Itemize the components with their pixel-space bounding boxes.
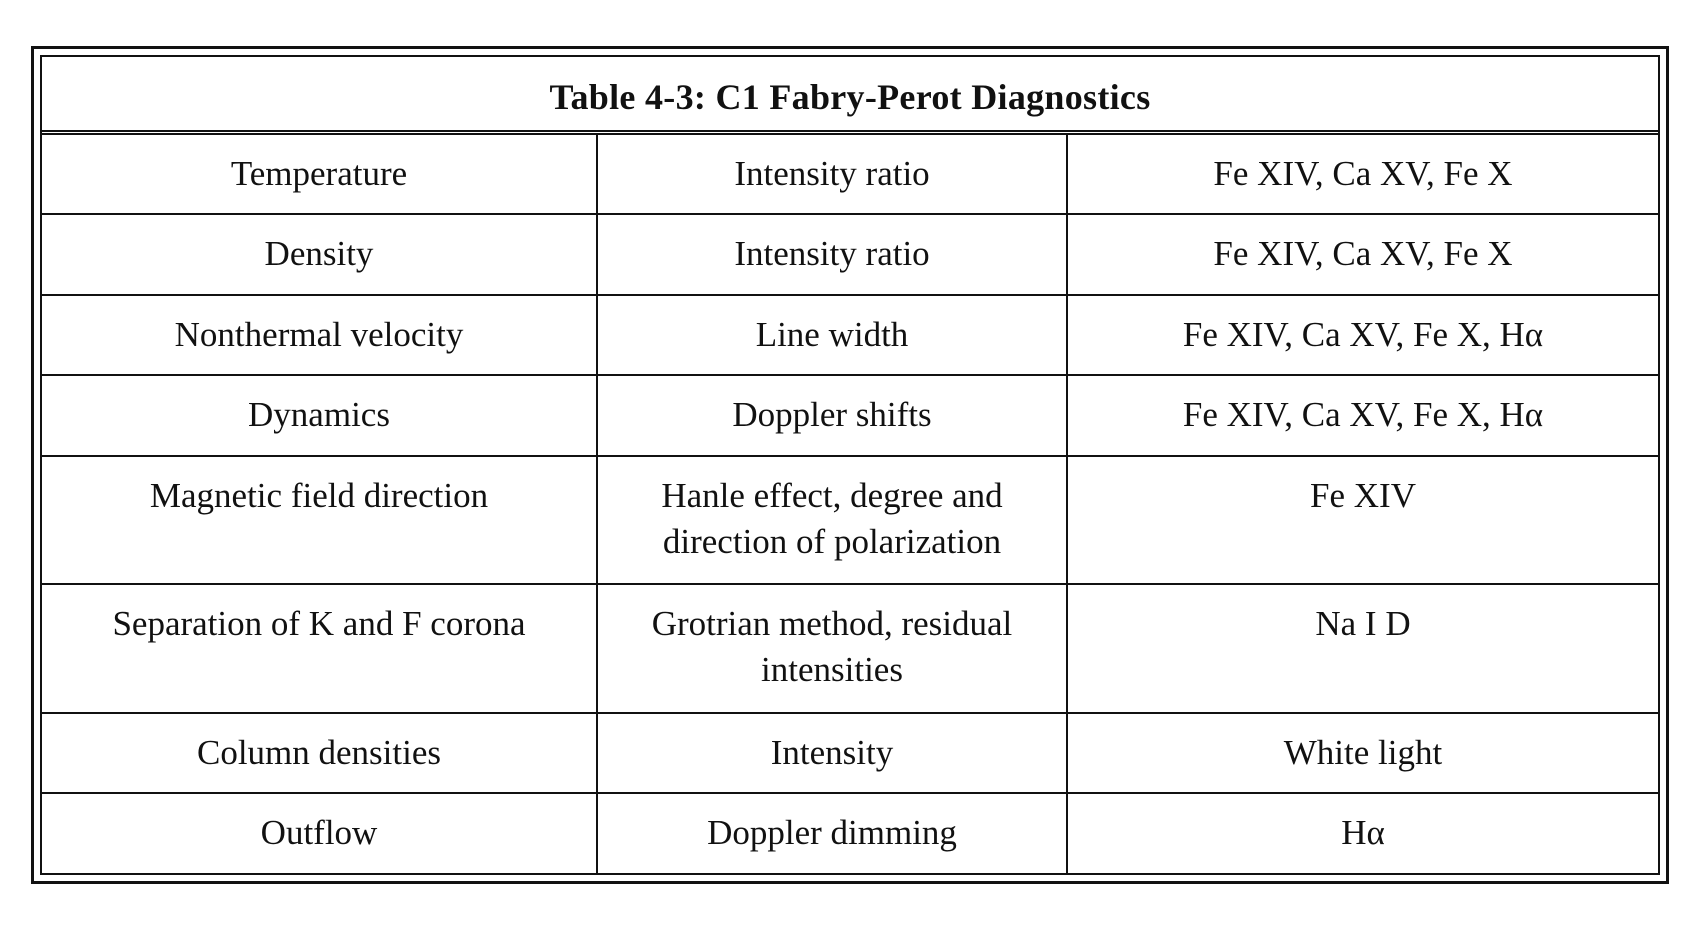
- method-cell: Doppler shifts: [597, 375, 1067, 455]
- parameter-cell: Nonthermal velocity: [42, 295, 597, 375]
- table-row: [42, 214, 1658, 294]
- lines-cell: White light: [1067, 713, 1658, 793]
- method-cell: Intensity ratio: [597, 135, 1067, 214]
- parameter-cell: Outflow: [42, 793, 597, 873]
- lines-cell: Hα: [1067, 793, 1658, 873]
- parameter-cell: Column densities: [42, 713, 597, 793]
- parameter-cell: Temperature: [42, 135, 597, 214]
- lines-cell: Fe XIV: [1067, 456, 1658, 585]
- method-cell: Doppler dimming: [597, 793, 1067, 873]
- table-row: [42, 295, 1658, 375]
- method-cell: Hanle effect, degree and direction of polarization: [597, 456, 1067, 585]
- parameter-cell: Magnetic field direction: [42, 456, 597, 585]
- table-frame: [31, 46, 1669, 884]
- table-row: [42, 713, 1658, 793]
- table-row: [42, 793, 1658, 873]
- parameter-cell: Separation of K and F corona: [42, 584, 597, 713]
- method-cell: Grotrian method, residual intensities: [597, 584, 1067, 713]
- table-title: Table 4-3: C1 Fabry-Perot Diagnostics: [42, 57, 1658, 135]
- lines-cell: Fe XIV, Ca XV, Fe X: [1067, 135, 1658, 214]
- lines-cell: Na I D: [1067, 584, 1658, 713]
- table-row: [42, 456, 1658, 585]
- table-row: [42, 135, 1658, 214]
- lines-cell: Fe XIV, Ca XV, Fe X, Hα: [1067, 375, 1658, 455]
- parameter-cell: Density: [42, 214, 597, 294]
- table-row: [42, 375, 1658, 455]
- method-cell: Intensity ratio: [597, 214, 1067, 294]
- method-cell: Intensity: [597, 713, 1067, 793]
- parameter-cell: Dynamics: [42, 375, 597, 455]
- lines-cell: Fe XIV, Ca XV, Fe X: [1067, 214, 1658, 294]
- table-row: [42, 584, 1658, 713]
- method-cell: Line width: [597, 295, 1067, 375]
- diagnostics-table: [42, 135, 1658, 873]
- lines-cell: Fe XIV, Ca XV, Fe X, Hα: [1067, 295, 1658, 375]
- table-inner-border: [40, 55, 1660, 875]
